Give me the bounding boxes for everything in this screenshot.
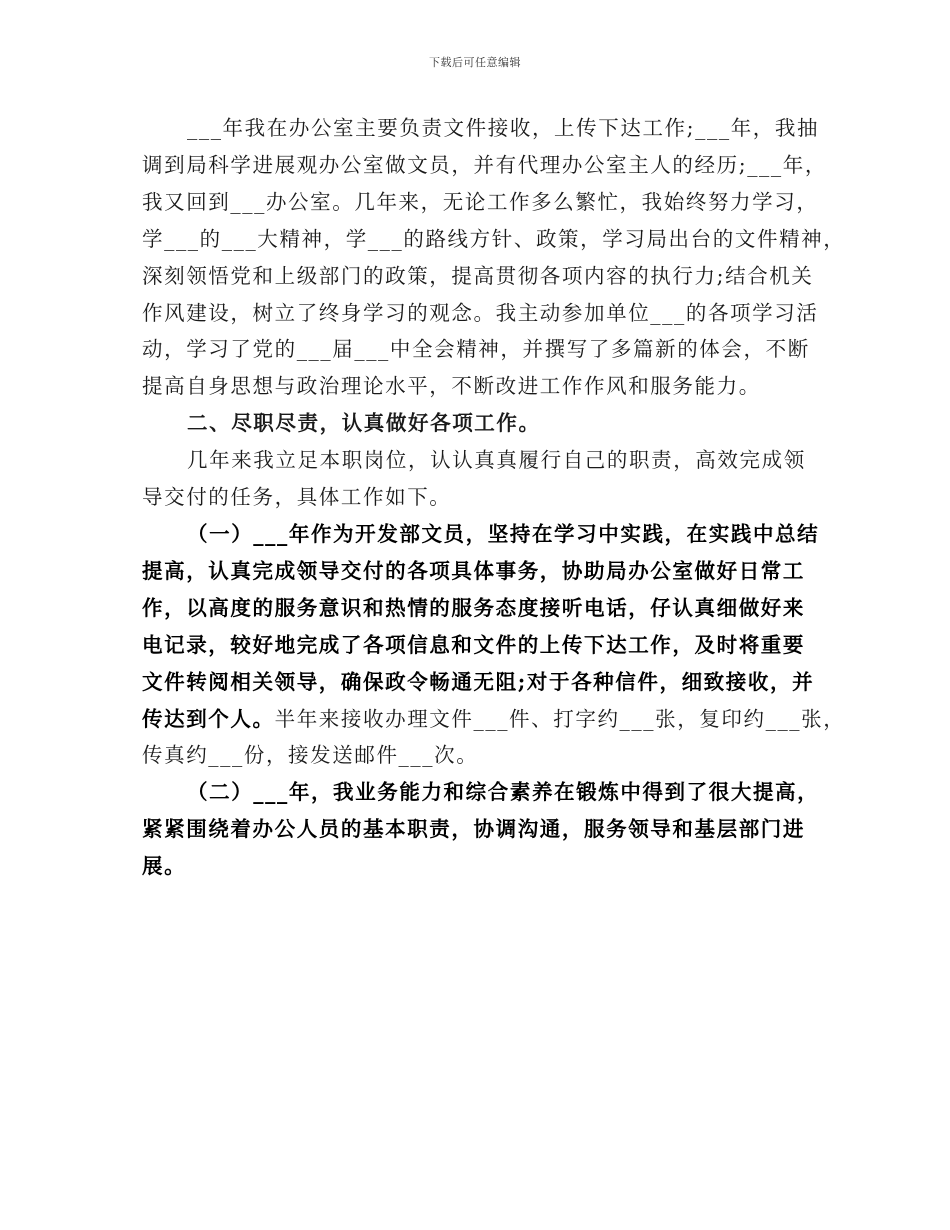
text-line: 作风建设，树立了终身学习的观念。我主动参加单位___的各项学习活 (142, 300, 819, 325)
text-line: （二）___年，我业务能力和综合素养在锻炼中得到了很大提高， (187, 780, 820, 805)
normal-fragment: 半年来接收办理文件___件、打字约___张，复印约___张， (274, 706, 846, 731)
text-line: 调到局科学进展观办公室做文员，并有代理办公室主人的经历;___年， (142, 152, 827, 177)
header-note: 下载后可任意编辑 (429, 56, 521, 69)
text-line: 文件转阅相关领导，确保政令畅通无阻;对于各种信件，细致接收，并 (142, 669, 815, 694)
section-heading (142, 405, 822, 442)
text-line: 几年来我立足本职岗位，认认真真履行自己的职责，高效完成领 (187, 448, 806, 473)
text-line: 学___的___大精神，学___的路线方针、政策，学习局出台的文件精神， (142, 226, 846, 251)
text-line: 作，以高度的服务意识和热情的服务态度接听电话，仔认真细做好来 (142, 595, 805, 620)
text-line: 导交付的任务，具体工作如下。 (142, 485, 452, 510)
text-line: 提高自身思想与政治理论水平，不断改进工作作风和服务能力。 (142, 374, 761, 399)
paragraph-item-two (142, 774, 822, 885)
text-line: 动，学习了党的___届___中全会精神，并撰写了多篇新的体会，不断 (142, 337, 810, 362)
bold-fragment: 传达到个人。 (142, 706, 275, 731)
text-line: 深刻领悟党和上级部门的政策，提高贯彻各项内容的执行力;结合机关 (142, 263, 814, 288)
paragraph-item-one (142, 516, 846, 774)
text-line: 电记录，较好地完成了各项信息和文件的上传下达工作，及时将重要 (142, 632, 805, 657)
text-line: 我又回到___办公室。几年来，无论工作多么繁忙，我始终努力学习， (142, 189, 819, 214)
text-line: （一）___年作为开发部文员，坚持在学习中实践，在实践中总结 (187, 521, 820, 546)
text-line: 传真约___份，接发送邮件___次。 (142, 743, 479, 768)
paragraph-study (142, 110, 846, 405)
document-body (142, 110, 846, 885)
text-line: 紧紧围绕着办公人员的基本职责，协调沟通，服务领导和基层部门进 (142, 817, 805, 842)
heading-text: 二、尽职尽责，认真做好各项工作。 (187, 411, 541, 436)
paragraph-intro (142, 442, 822, 516)
text-line-mixed (142, 701, 846, 738)
text-line: 提高，认真完成领导交付的各项具体事务，协助局办公室做好日常工 (142, 558, 805, 583)
text-line: ___年我在办公室主要负责文件接收，上传下达工作;___年，我抽 (187, 116, 820, 140)
text-line: 展。 (142, 854, 187, 879)
